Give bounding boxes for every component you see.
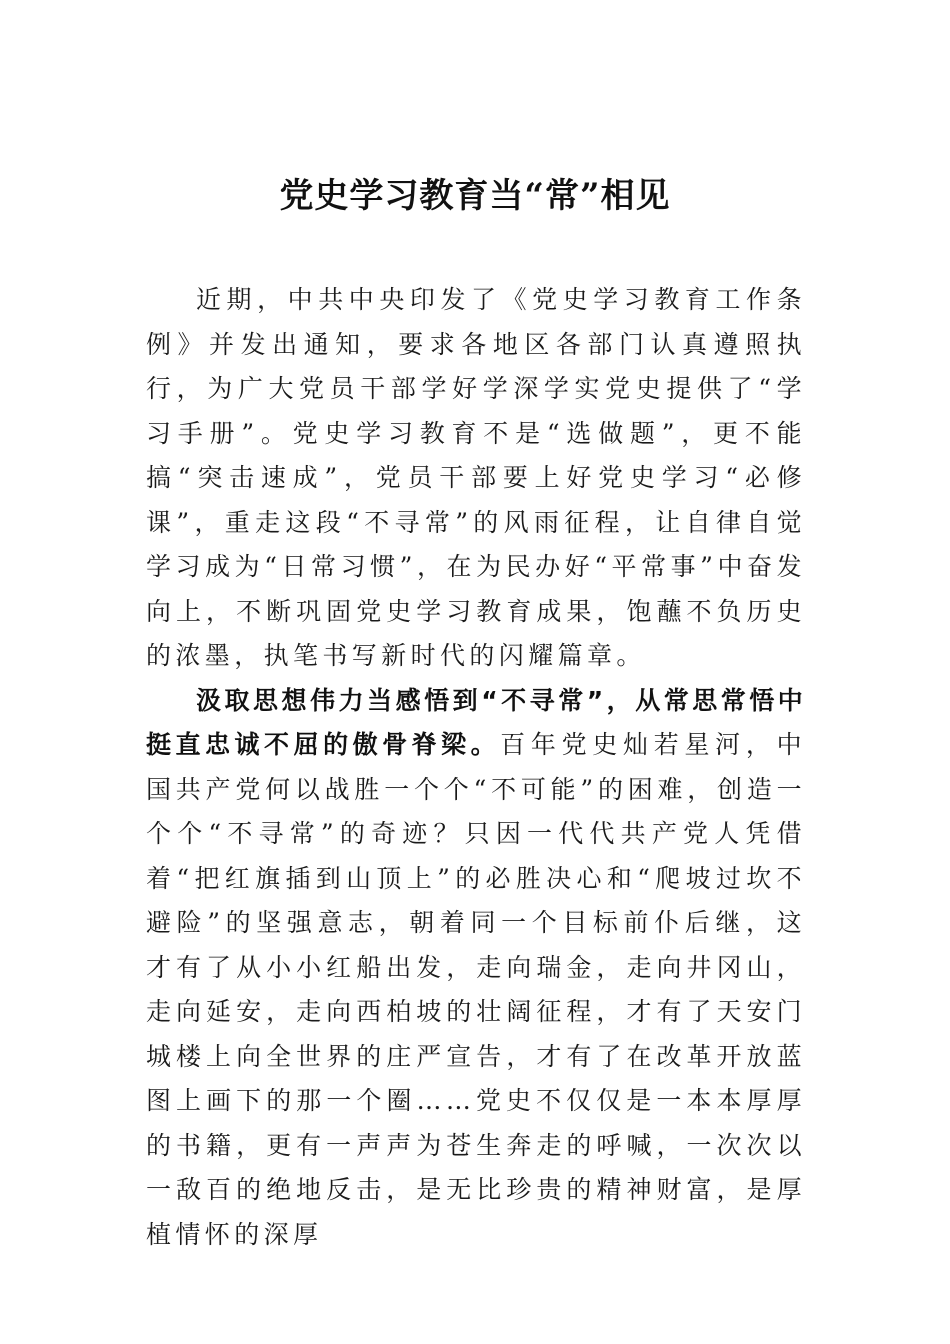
document-body	[146, 278, 806, 1257]
paragraph-2-text: 百年党史灿若星河，中国共产党何以战胜一个个“不可能”的困难，创造一个个“不寻常”的奇迹？只因一代代共产党人凭借着“把红旗插到山顶上”的必胜决心和“爬坡过坎不避险”的坚强意志，朝着同一个目标前仆后继，这才有了从小小红船出发，走向瑞金，走向井冈山，走向延安，走向西柏坡的壮阔征程，才有了天安门城楼上向全世界的庄严宣告，才有了在改革开放蓝图上画下的那一个圈……党史不仅仅是一本本厚厚的书籍，更有一声声为苍生奔走的呼喊，一次次以一敌百的绝地反击，是无比珍贵的精神财富，是厚植情怀的深厚	[146, 730, 806, 1249]
paragraph-2	[146, 679, 806, 1258]
document-title: 党史学习教育当“常”相见	[279, 176, 671, 216]
paragraph-2-lead: 汲取思想伟力当感悟到“不寻常”，从常思常悟中挺直忠诚不屈的傲骨脊梁。	[146, 685, 806, 759]
paragraph-1	[146, 278, 806, 679]
paragraph-1-text: 近期，中共中央印发了《党史学习教育工作条例》并发出通知，要求各地区各部门认真遵照执行，为广大党员干部学好学深学实党史提供了“学习手册”。党史学习教育不是“选做题”，更不能搞“突击速成”，党员干部要上好党史学习“必修课”，重走这段“不寻常”的风雨征程，让自律自觉学习成为“日常习惯”，在为民办好“平常事”中奋发向上，不断巩固党史学习教育成果，饱蘸不负历史的浓墨，执笔书写新时代的闪耀篇章。	[146, 285, 806, 670]
